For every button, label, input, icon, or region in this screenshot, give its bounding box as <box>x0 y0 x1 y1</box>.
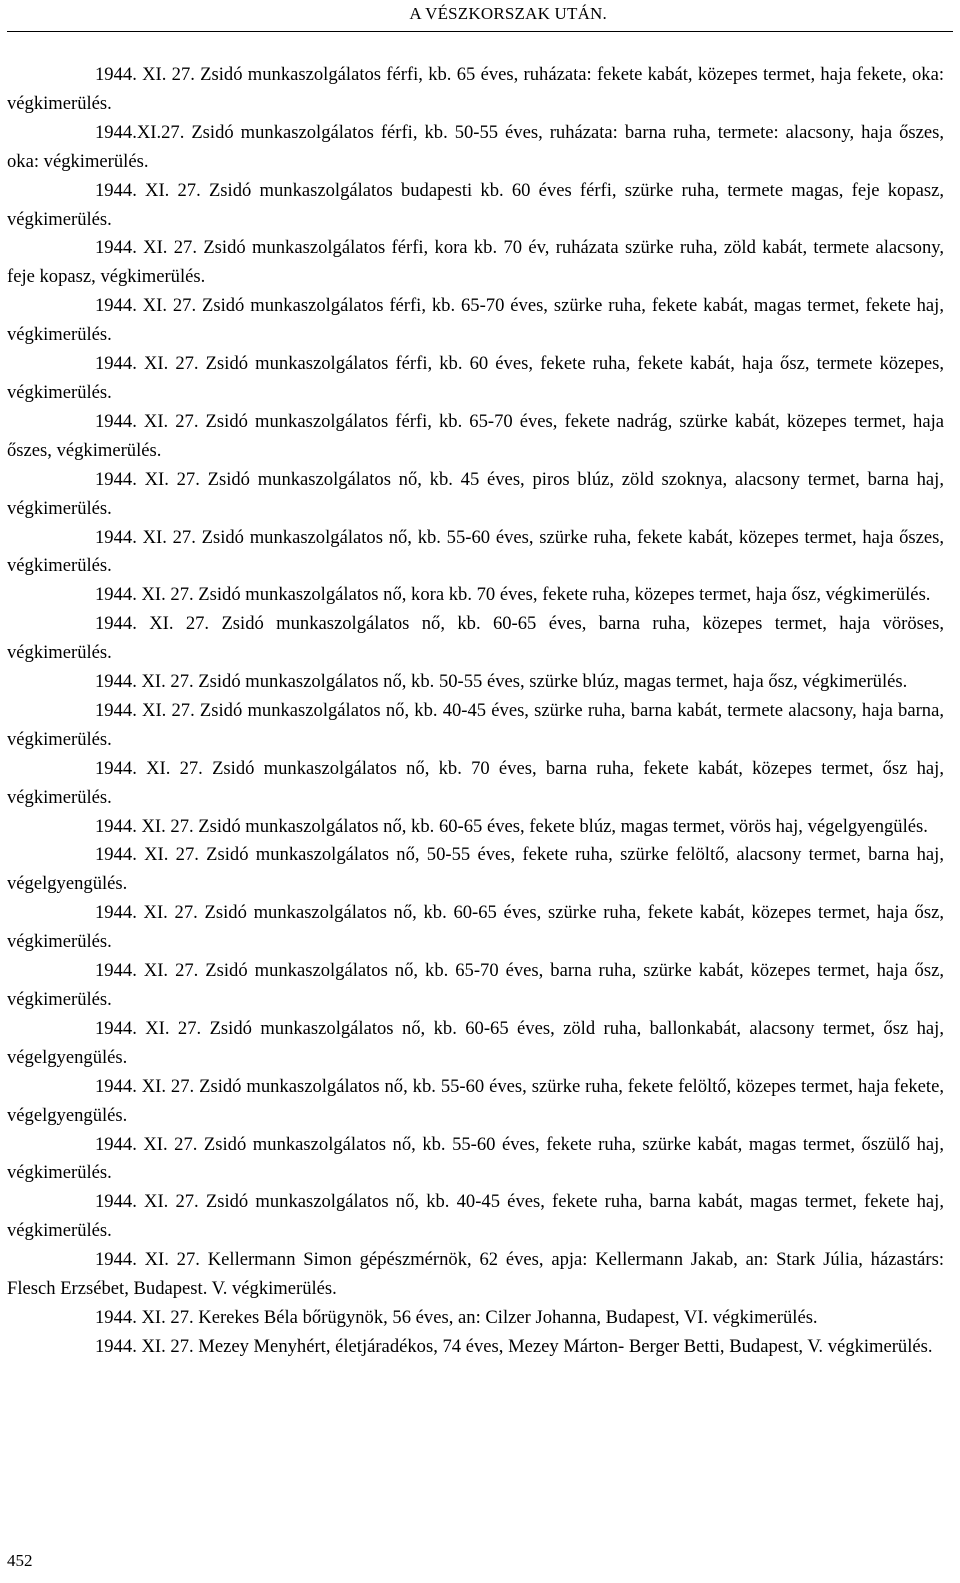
list-item: 1944. XI. 27. Zsidó munkaszolgálatos nő, kb. 50-55 éves, szürke blúz, magas termet, haja ősz, végkimerülés. <box>95 671 908 693</box>
list-item: 1944. XI. 27. Zsidó munkaszolgálatos férfi, kb. 65-70 éves, fekete nadrág, szürke kabát, közepes termet, haja őszes, végkimerülés. <box>7 410 944 461</box>
list-item: 1944. XI. 27. Zsidó munkaszolgálatos nő, kb. 60-65 éves, szürke ruha, fekete kabát, közepes termet, haja ősz, végkimerülés. <box>7 902 944 953</box>
running-header: A VÉSZKORSZAK UTÁN. <box>409 4 607 23</box>
list-item: 1944. XI. 27. Zsidó munkaszolgálatos nő, kb. 55-60 éves, szürke ruha, fekete felöltő, közepes termet, haja fekete, végelgyengülés. <box>7 1075 944 1126</box>
list-item: 1944. XI. 27. Kellermann Simon gépészmérnök, 62 éves, apja: Kellermann Jakab, an: Stark Júlia, házastárs: Flesch Erzsébet, Budapest. V. végkimerülés. <box>7 1249 944 1300</box>
list-item: 1944. XI. 27. Zsidó munkaszolgálatos nő, kb. 55-60 éves, fekete ruha, szürke kabát, magas termet, őszülő haj, végkimerülés. <box>7 1133 944 1184</box>
list-item: 1944. XI. 27. Zsidó munkaszolgálatos nő, 50-55 éves, fekete ruha, szürke felöltő, alacsony termet, barna haj, végelgyengülés. <box>7 844 944 895</box>
list-item: 1944. XI. 27. Zsidó munkaszolgálatos férfi, kb. 65 éves, ruházata: fekete kabát, közepes termet, haja fekete, oka: végkimerülés. <box>7 64 944 114</box>
list-item: 1944.XI.27. Zsidó munkaszolgálatos férfi, kb. 50-55 éves, ruházata: barna ruha, termete: alacsony, haja őszes, oka: végkimerülés. <box>7 121 944 172</box>
list-item: 1944. XI. 27. Zsidó munkaszolgálatos nő, kb. 40-45 éves, szürke ruha, barna kabát, termete alacsony, haja barna, végkimerülés. <box>7 699 944 750</box>
list-item: 1944. XI. 27. Zsidó munkaszolgálatos nő, kb. 60-65 éves, fekete blúz, magas termet, vörös haj, végelgyengülés. <box>95 815 928 837</box>
list-item: 1944. XI. 27. Zsidó munkaszolgálatos nő, kb. 70 éves, barna ruha, fekete kabát, közepes termet, ősz haj, végkimerülés. <box>7 757 944 808</box>
list-item: 1944. XI. 27. Zsidó munkaszolgálatos nő, kb. 60-65 éves, barna ruha, közepes termet, haja vöröses, végkimerülés. <box>7 613 944 664</box>
page-number: 452 <box>7 1551 33 1570</box>
list-item: 1944. XI. 27. Zsidó munkaszolgálatos férfi, kora kb. 70 év, ruházata szürke ruha, zöld kabát, termete alacsony, feje kopasz, végkimerülés. <box>7 237 944 288</box>
list-item: 1944. XI. 27. Zsidó munkaszolgálatos férfi, kb. 60 éves, fekete ruha, fekete kabát, haja ősz, termete közepes, végkimerülés. <box>7 353 944 403</box>
list-item: 1944. XI. 27. Zsidó munkaszolgálatos nő, kb. 60-65 éves, zöld ruha, ballonkabát, alacsony termet, ősz haj, végelgyengülés. <box>7 1017 944 1068</box>
list-item: 1944. XI. 27. Zsidó munkaszolgálatos budapesti kb. 60 éves férfi, szürke ruha, termete magas, feje kopasz, végkimerülés. <box>7 179 944 230</box>
list-item: 1944. XI. 27. Zsidó munkaszolgálatos nő, kb. 65-70 éves, barna ruha, szürke kabát, közepes termet, haja ősz, végkimerülés. <box>7 960 944 1010</box>
list-item: 1944. XI. 27. Zsidó munkaszolgálatos nő, kb. 45 éves, piros blúz, zöld szoknya, alacsony termet, barna haj, végkimerülés. <box>7 468 944 519</box>
list-item: 1944. XI. 27. Zsidó munkaszolgálatos férfi, kb. 65-70 éves, szürke ruha, fekete kabát, magas termet, fekete haj, végkimerülés. <box>7 295 944 346</box>
entry-list <box>7 61 944 1362</box>
list-item: 1944. XI. 27. Kerekes Béla bőrügynök, 56 éves, an: Cilzer Johanna, Budapest, VI. végkimerülés. <box>95 1306 818 1328</box>
list-item: 1944. XI. 27. Zsidó munkaszolgálatos nő, kb. 40-45 éves, fekete ruha, barna kabát, magas termet, fekete haj, végkimerülés. <box>7 1191 944 1242</box>
list-item: 1944. XI. 27. Mezey Menyhért, életjáradékos, 74 éves, Mezey Márton- Berger Betti, Budapest, V. végkimerülés. <box>95 1335 933 1357</box>
header-rule <box>7 31 953 32</box>
list-item: 1944. XI. 27. Zsidó munkaszolgálatos nő, kora kb. 70 éves, fekete ruha, közepes termet, haja ősz, végkimerülés. <box>95 584 931 606</box>
list-item: 1944. XI. 27. Zsidó munkaszolgálatos nő, kb. 55-60 éves, szürke ruha, fekete kabát, közepes termet, haja őszes, végkimerülés. <box>7 526 944 577</box>
